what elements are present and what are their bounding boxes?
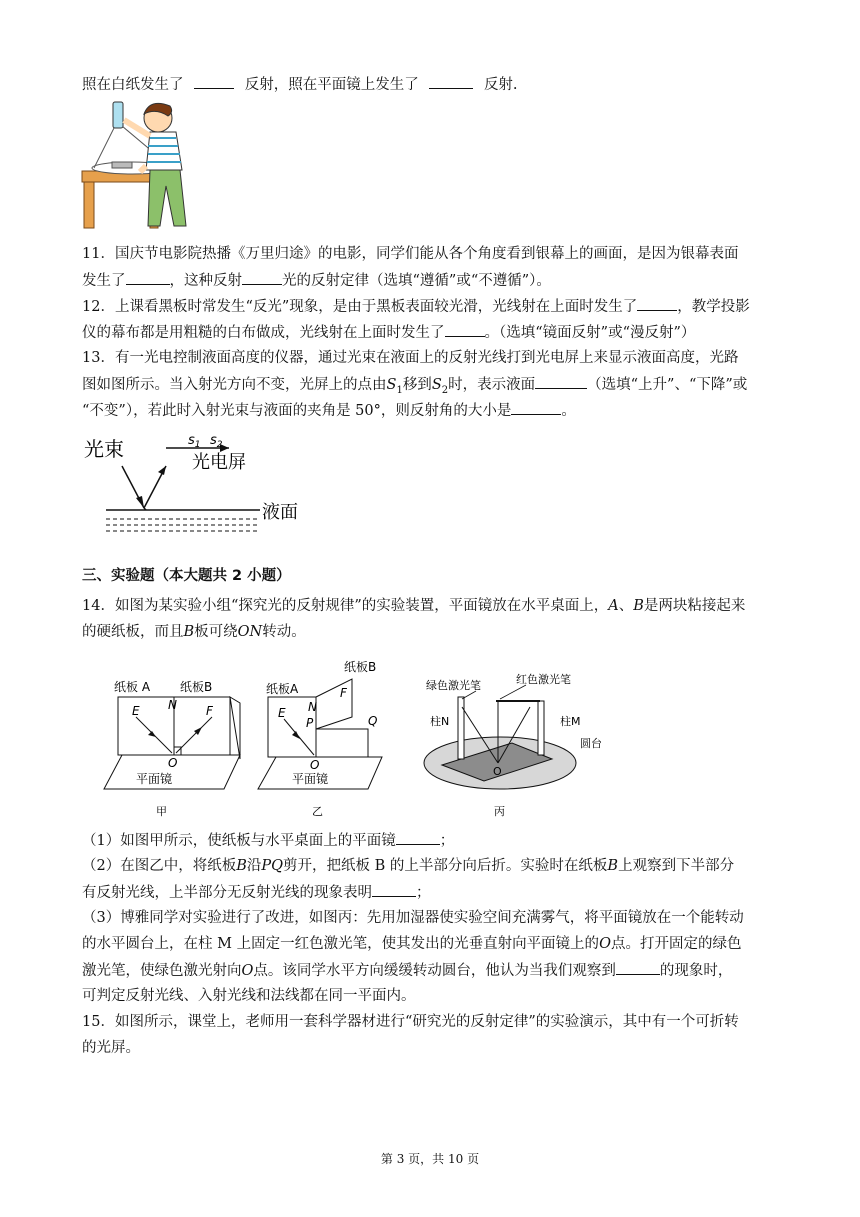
svg-text:丙: 丙 [494, 805, 505, 818]
answer-blank[interactable] [194, 74, 234, 89]
svg-text:圆台: 圆台 [580, 737, 602, 750]
svg-text:纸板A: 纸板A [266, 682, 299, 696]
q14-part-2-line-1: （2）在图乙中，将纸板B沿PQ剪开，把纸板 B 的上半部分向后折。实验时在纸板B上观察到下半部分 [82, 858, 735, 874]
svg-text:N: N [168, 698, 177, 712]
svg-text:红色激光笔: 红色激光笔 [516, 673, 571, 686]
q14-line-2: 的硬纸板，而且B板可绕ON转动。 [82, 624, 306, 640]
answer-blank[interactable] [372, 882, 416, 897]
svg-text:绿色激光笔: 绿色激光笔 [426, 679, 481, 692]
q12-line-2: 仪的幕布都是用粗糙的白布做成，光线射在上面时发生了 。（选填“镜面反射”或“漫反射”） [82, 322, 782, 343]
q14-part-1: （1）如图甲所示，使纸板与水平桌面上的平面镜 ； [82, 830, 782, 851]
svg-text:s1: $s_1$ [188, 433, 201, 450]
svg-text:乙: 乙 [312, 805, 323, 818]
section-heading-experiment: 三、实验题（本大题共 2 小题） [82, 568, 291, 584]
q12-line-1: 12．上课看黑板时常发生“反光”现象，是由于黑板表面较光滑，光线射在上面时发生了 ，教学投影 [82, 296, 782, 317]
q14-line-1: 14．如图为某实验小组“探究光的反射规律”的实验装置，平面镜放在水平桌面上，A、B是两块粘接起来 [82, 598, 746, 614]
svg-text:光束: 光束 [84, 437, 124, 461]
q14-part-3-line-4: 可判定反射光线、入射光线和法线都在同一平面内。 [82, 988, 416, 1004]
svg-text:光电屏: 光电屏 [192, 452, 246, 473]
answer-blank[interactable] [637, 296, 677, 311]
answer-blank[interactable] [126, 270, 170, 285]
svg-text:O: O [168, 756, 178, 770]
svg-text:平面镜: 平面镜 [136, 772, 173, 786]
answer-blank[interactable] [535, 374, 587, 389]
svg-text:液面: 液面 [262, 502, 298, 523]
svg-text:平面镜: 平面镜 [292, 772, 329, 786]
figure-jia [104, 679, 240, 818]
q14-part-3-line-2: 的水平圆台上，在柱 M 上固定一红色激光笔，使其发出的光垂直射向平面镜上的O点。打开固定的绿色 [82, 936, 742, 952]
svg-text:E: E [132, 704, 140, 718]
figure-yi [258, 659, 382, 818]
answer-blank[interactable] [445, 322, 485, 337]
q13-line-2: 图如图所示。当入射光方向不变，光屏上的点由$S_1$移到$S_2$时，表示液面 （选填“上升”、“下降”或 [82, 374, 782, 401]
answer-blank[interactable] [242, 270, 282, 285]
svg-text:F: F [340, 686, 347, 700]
svg-text:N: N [308, 700, 317, 714]
flashlight-experiment-illustration [80, 96, 204, 230]
q15-line-1: 15．如图所示，课堂上，老师用一套科学器材进行“研究光的反射定律”的实验演示，其中有一个可折转 [82, 1014, 739, 1030]
answer-blank[interactable] [616, 960, 660, 975]
answer-blank[interactable] [511, 400, 561, 415]
q11-line-1: 11．国庆节电影院热播《万里归途》的电影，同学们能从各个角度看到银幕上的画面，是因为银幕表面 [82, 246, 739, 262]
q14-part-2-line-2: 有反射光线，上半部分无反射光线的现象表明 ； [82, 882, 782, 903]
q13-line-3: “不变”），若此时入射光束与液面的夹角是 50°，则反射角的大小是 。 [82, 400, 782, 421]
svg-text:柱N: 柱N [430, 715, 450, 728]
answer-blank[interactable] [396, 830, 440, 845]
svg-text:纸板 A: 纸板 A [114, 680, 151, 694]
answer-blank[interactable] [429, 74, 473, 89]
svg-text:O: O [310, 758, 320, 772]
q11-line-2: 发生了 ，这种反射 光的反射定律（选填“遵循”或“不遵循”）。 [82, 270, 782, 291]
svg-text:P: P [306, 716, 314, 730]
figure-bing [424, 672, 602, 818]
q10-line: 照在白纸发生了 反射，照在平面镜上发生了 反射. [82, 74, 782, 95]
svg-text:O: O [493, 765, 502, 778]
page-number: 第 3 页，共 10 页 [380, 1152, 480, 1166]
svg-text:纸板B: 纸板B [180, 680, 213, 694]
q14-part-3-line-3: 激光笔，使绿色激光射向O点。该同学水平方向缓缓转动圆台，他认为当我们观察到 的现象时， [82, 960, 782, 981]
svg-text:E: E [278, 706, 286, 720]
liquid-level-light-path-diagram [84, 428, 314, 540]
svg-text:柱M: 柱M [560, 715, 581, 728]
svg-text:s2: $s_2$ [210, 433, 223, 450]
q15-line-2: 的光屏。 [82, 1040, 140, 1056]
svg-text:F: F [206, 704, 213, 718]
q13-line-1: 13．有一光电控制液面高度的仪器，通过光束在液面上的反射光线打到光电屏上来显示液面高度，光路 [82, 350, 739, 366]
svg-text:甲: 甲 [156, 805, 167, 818]
svg-text:Q: Q [368, 714, 378, 728]
q14-part-3-line-1: （3）博雅同学对实验进行了改进，如图丙：先用加湿器使实验空间充满雾气，将平面镜放在一个能转动 [82, 910, 744, 926]
reflection-experiment-figures [96, 655, 656, 820]
svg-text:纸板B: 纸板B [344, 660, 377, 674]
